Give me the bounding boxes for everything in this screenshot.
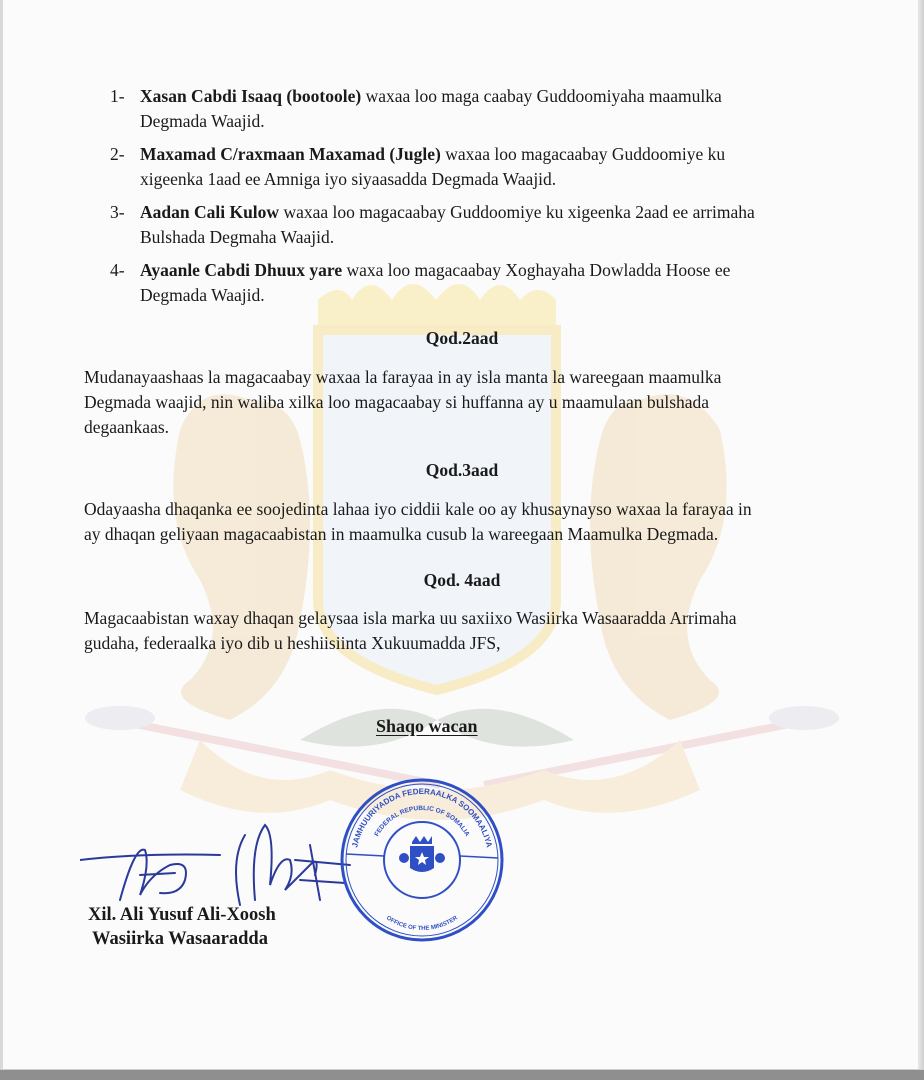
section-paragraph	[84, 497, 784, 547]
item-number: 4-	[110, 260, 125, 280]
paragraph-line: Magacaabistan waxay dhaqan gelaysaa isla marka uu saxiixo Wasiirka Wasaaradda Arrimaha	[84, 608, 737, 628]
appointment-text: waxaa loo magacaabay Guddoomiye ku	[440, 144, 726, 164]
official-stamp	[338, 776, 506, 944]
section-heading: Qod.2aad	[425, 328, 499, 348]
appointment-text-cont: xigeenka 1aad ee Amniga iyo siyaasadda Degmada Waajid.	[140, 169, 557, 189]
appointment-text-cont: Degmada Waajid.	[140, 111, 265, 131]
appointment-text-cont: Degmada Waajid.	[140, 285, 265, 305]
paragraph-line: Degmada waajid, nin waliba xilka loo magacaabay si huffanna ay u maamulaan bulshada	[84, 392, 710, 412]
stamp-outer-text: JAMHUURIYADDA FEDERAALKA SOOMAALIYA	[350, 786, 494, 849]
paragraph-line: ay dhaqan geliyaan magacaabistan in maamulka cusub la wareegaan Maamulka Degmada.	[84, 524, 719, 544]
section-heading: Qod.3aad	[425, 460, 499, 480]
stamp-bottom-text: OFFICE OF THE MINISTER	[385, 915, 459, 933]
paragraph-line: Odayaasha dhaqanka ee soojedinta lahaa iyo ciddii kale oo ay khusaynayso waxaa la farayaa in	[84, 499, 752, 519]
appointee-name: Ayaanle Cabdi Dhuux yare	[140, 260, 343, 280]
appointee-name: Xasan Cabdi Isaaq (bootoole)	[140, 86, 362, 106]
item-number: 1-	[110, 86, 125, 106]
item-number: 3-	[110, 202, 125, 222]
section-heading: Qod. 4aad	[423, 570, 501, 590]
handwritten-signature	[80, 805, 380, 915]
closing-phrase: Shaqo wacan	[376, 716, 478, 736]
appointment-text: waxa loo magacaabay Xoghayaha Dowladda Hoose ee	[342, 260, 731, 280]
viewer-bottom-bar	[0, 1069, 924, 1080]
paragraph-line: Mudanayaashaas la magacaabay waxaa la farayaa in ay isla manta la wareegaan maamulka	[84, 367, 722, 387]
paragraph-line: degaankaas.	[84, 417, 170, 437]
appointee-name: Maxamad C/raxmaan Maxamad (Jugle)	[140, 144, 441, 164]
appointment-text: waxaa loo magacaabay Guddoomiye ku xigeenka 2aad ee arrimaha	[279, 202, 755, 222]
item-number: 2-	[110, 144, 125, 164]
stamp-english-text: FEDERAL REPUBLIC OF SOMALIA	[373, 804, 471, 838]
appointee-name: Aadan Cali Kulow	[140, 202, 280, 222]
svg-text:OFFICE OF THE MINISTER	[385, 915, 459, 932]
signer-name: Xil. Ali Yusuf Ali-Xoosh	[88, 905, 276, 925]
section-paragraph	[84, 606, 784, 656]
section-paragraph	[84, 365, 784, 440]
appointment-text-cont: Bulshada Degmaha Waajid.	[140, 227, 335, 247]
signer-title: Wasiirka Wasaaradda	[92, 929, 268, 949]
paragraph-line: gudaha, federaalka iyo dib u heshiisiinta Xukuumadda JFS,	[84, 633, 501, 653]
appointment-text: waxaa loo maga caabay Guddoomiyaha maamulka	[361, 86, 722, 106]
